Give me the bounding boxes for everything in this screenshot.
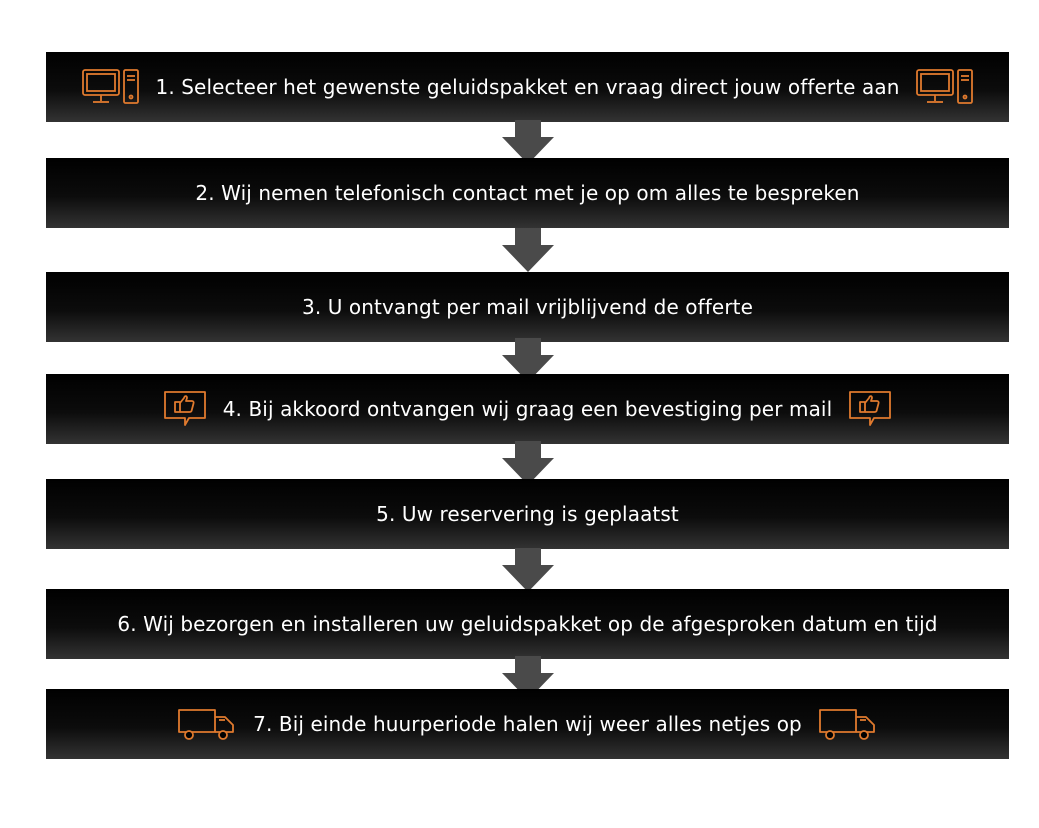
computer-icon	[916, 68, 974, 106]
step-7-label: 7. Bij einde huurperiode halen wij weer alles netjes op	[253, 712, 802, 736]
computer-icon	[82, 68, 140, 106]
down-arrow-5	[502, 548, 554, 592]
step-4-label: 4. Bij akkoord ontvangen wij graag een bevestiging per mail	[222, 397, 833, 421]
step-3-label: 3. U ontvangt per mail vrijblijvend de offerte	[302, 295, 753, 319]
step-7-bar	[46, 689, 1009, 759]
thumbs-up-icon	[163, 390, 207, 428]
step-6-bar	[46, 589, 1009, 659]
step-2-label: 2. Wij nemen telefonisch contact met je op om alles te bespreken	[195, 181, 860, 205]
step-2-bar	[46, 158, 1009, 228]
step-1-label: 1. Selecteer het gewenste geluidspakket en vraag direct jouw offerte aan	[155, 75, 900, 99]
step-1-bar	[46, 52, 1009, 122]
down-arrow-2	[502, 228, 554, 272]
thumbs-up-icon	[848, 390, 892, 428]
truck-icon	[818, 706, 878, 742]
step-6-label: 6. Wij bezorgen en installeren uw geluidspakket op de afgesproken datum en tijd	[117, 612, 938, 636]
step-5-bar	[46, 479, 1009, 549]
step-3-bar	[46, 272, 1009, 342]
truck-icon	[177, 706, 237, 742]
step-4-bar	[46, 374, 1009, 444]
step-5-label: 5. Uw reservering is geplaatst	[376, 502, 679, 526]
